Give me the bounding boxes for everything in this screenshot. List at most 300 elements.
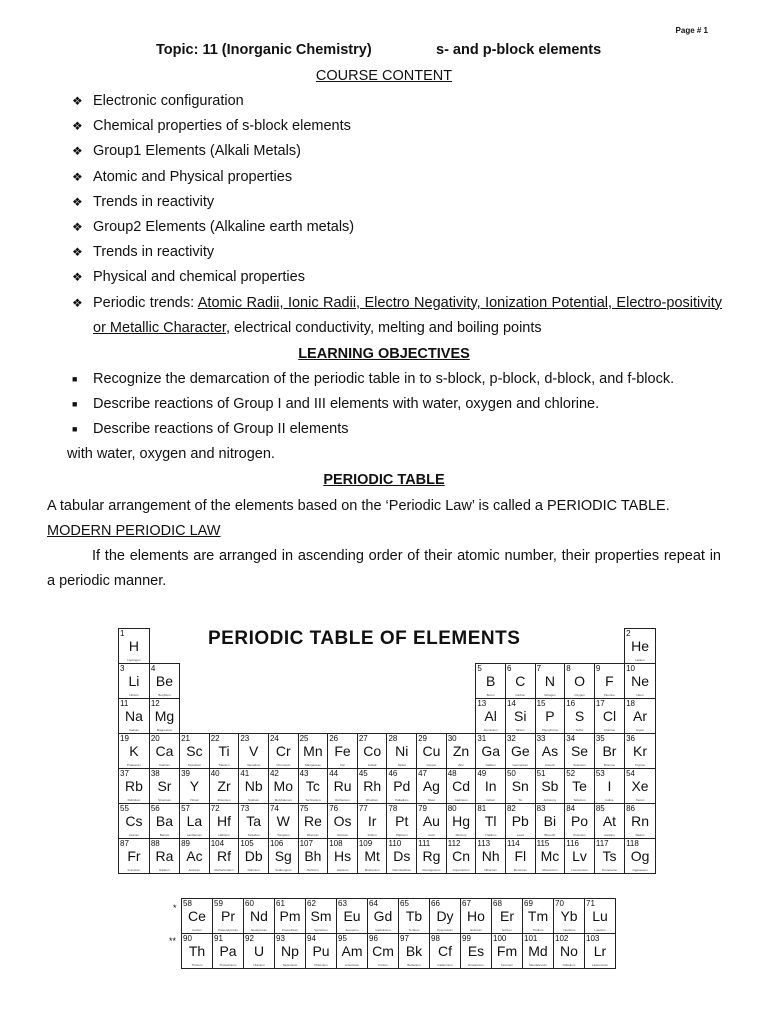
element-symbol: I (607, 778, 612, 794)
element-cell-ge (505, 734, 535, 769)
element-name: Thallium (484, 833, 497, 837)
element-symbol: Mt (364, 848, 380, 864)
empty-cell (239, 699, 269, 734)
element-cell-tc (298, 769, 328, 804)
atomic-number: 9 (595, 664, 601, 673)
list-item: ■ Describe reactions of Group I and III elements with water, oxygen and chlorine. (72, 392, 722, 417)
element-name: Magnesium (156, 728, 173, 732)
atomic-number: 79 (418, 804, 427, 813)
atomic-number: 19 (120, 734, 129, 743)
element-symbol: Sn (511, 778, 529, 794)
element-symbol: Sm (310, 908, 332, 924)
list-item: ❖ Trends in reactivity (72, 240, 722, 265)
element-name: Einsteinium (468, 963, 484, 967)
element-symbol: Cm (372, 943, 394, 959)
element-symbol: He (631, 638, 649, 654)
element-cell-fe (328, 734, 358, 769)
list-item: ❖ Chemical properties of s-block elements (72, 114, 722, 139)
element-name: Palladium (395, 798, 409, 802)
element-symbol: Pd (393, 778, 411, 794)
element-symbol: Be (155, 673, 174, 689)
atomic-number: 89 (181, 839, 190, 848)
element-name: Ruthenium (335, 798, 350, 802)
diamond-bullet-icon: ❖ (72, 219, 83, 234)
atomic-number: 7 (536, 664, 542, 673)
element-name: Bromine (603, 763, 616, 767)
element-name: Cesium (128, 833, 140, 837)
element-symbol: Er (500, 908, 514, 924)
element-symbol: Lu (592, 908, 608, 924)
element-name: Nihonium (484, 868, 497, 872)
atomic-number: 35 (595, 734, 605, 743)
element-name: Scandium (187, 763, 202, 767)
element-cell-cs (119, 804, 150, 839)
element-name: Mercury (455, 833, 467, 837)
element-name: Osmium (336, 833, 349, 837)
atomic-number: 30 (447, 734, 457, 743)
element-name: Silicon (515, 728, 525, 732)
atomic-number: 109 (358, 839, 373, 848)
element-name: Copper (426, 763, 437, 767)
element-name: Thulium (532, 928, 544, 932)
element-name: Gadolinium (375, 928, 391, 932)
element-symbol: Th (188, 943, 206, 959)
element-name: Nitrogen (544, 693, 556, 697)
element-cell-o (565, 664, 595, 699)
atomic-number: 10 (626, 664, 635, 673)
element-symbol: Te (572, 778, 587, 794)
element-symbol: Bk (405, 943, 423, 959)
list-item: ■ Recognize the demarcation of the periodic table in to s-block, p-block, d-block, and f-block. (72, 367, 722, 392)
element-name: Vanadium (247, 763, 261, 767)
element-cell-k (119, 734, 150, 769)
atomic-number: 28 (388, 734, 398, 743)
element-symbol: Cf (438, 943, 452, 959)
element-name: Curium (378, 963, 388, 967)
element-cell-h (119, 629, 150, 664)
element-symbol: U (253, 943, 265, 959)
element-name: Zirconium (217, 798, 231, 802)
atomic-number: 4 (150, 664, 156, 673)
atomic-number: 22 (210, 734, 220, 743)
element-cell-sn (505, 769, 535, 804)
element-symbol: K (129, 743, 139, 759)
element-cell-os (328, 804, 358, 839)
element-cell-yb (554, 899, 585, 934)
element-symbol: V (248, 743, 259, 759)
element-cell-pd (387, 769, 417, 804)
element-cell-nd (244, 899, 275, 934)
periodic-table-title: PERIODIC TABLE OF ELEMENTS (208, 628, 521, 649)
element-cell-sr (149, 769, 179, 804)
element-name: Beryllium (158, 693, 171, 697)
element-name: Lead (516, 833, 524, 837)
atomic-number: 82 (506, 804, 516, 813)
element-symbol: Sg (274, 848, 292, 864)
element-name: Helium (635, 658, 645, 662)
element-cell-es (461, 934, 492, 969)
element-symbol: Tc (305, 778, 320, 794)
element-name: Tellurium (573, 798, 586, 802)
atomic-number: 103 (586, 934, 600, 943)
element-name: Nobelium (562, 963, 576, 967)
element-cell-am (337, 934, 368, 969)
element-cell-nb (239, 769, 269, 804)
atomic-number: 98 (431, 934, 440, 943)
diamond-bullet-icon: ❖ (72, 169, 83, 184)
element-cell-cd (446, 769, 476, 804)
empty-cell (357, 664, 387, 699)
topic-title: Topic: 11 (Inorganic Chemistry) (156, 42, 372, 58)
element-cell-sb (535, 769, 565, 804)
element-symbol: Es (467, 943, 485, 959)
element-cell-c (505, 664, 535, 699)
periodic-table-definition: A tabular arrangement of the elements based on the ‘Periodic Law’ is called a PERIODIC TABLE. (47, 498, 670, 514)
empty-cell (268, 699, 298, 734)
element-name: Phosphorus (541, 728, 558, 732)
learning-objectives-list (72, 367, 722, 443)
atomic-number: 53 (595, 769, 605, 778)
element-name: Neon (636, 693, 644, 697)
element-symbol: Zn (452, 743, 470, 759)
element-cell-rn (625, 804, 656, 839)
element-name: Lanthanum (186, 833, 202, 837)
empty-cell (298, 699, 328, 734)
element-cell-ga (476, 734, 506, 769)
element-symbol: Po (570, 813, 589, 829)
list-item: ❖ Group1 Elements (Alkali Metals) (72, 139, 722, 164)
element-name: Francium (127, 868, 141, 872)
atomic-number: 6 (506, 664, 512, 673)
element-name: Titanium (218, 763, 230, 767)
atomic-number: 48 (447, 769, 457, 778)
square-bullet-icon: ■ (72, 424, 78, 435)
atomic-number: 25 (299, 734, 309, 743)
element-symbol: S (574, 708, 585, 724)
atomic-number: 106 (269, 839, 284, 848)
element-symbol: Hs (333, 848, 352, 864)
element-symbol: Dy (436, 908, 454, 924)
element-cell-hs (328, 839, 358, 874)
element-cell-bi (535, 804, 565, 839)
learning-objectives-heading: LEARNING OBJECTIVES (298, 346, 470, 362)
element-symbol: Gd (373, 908, 393, 924)
element-symbol: Mg (154, 708, 175, 724)
atomic-number: 88 (150, 839, 160, 848)
table-row (119, 839, 656, 874)
element-cell-ni (387, 734, 417, 769)
element-name: Cadmium (454, 798, 468, 802)
element-symbol: Ti (218, 743, 230, 759)
atomic-number: 86 (626, 804, 635, 813)
element-symbol: Ga (481, 743, 500, 759)
atomic-number: 11 (120, 699, 129, 708)
element-cell-pt (387, 804, 417, 839)
element-name: Aluminium (483, 728, 498, 732)
atomic-number: 69 (524, 899, 533, 908)
element-name: Gallium (485, 763, 496, 767)
element-name: Boron (486, 693, 495, 697)
element-cell-mo (268, 769, 298, 804)
element-cell-ba (149, 804, 179, 839)
element-symbol: Rf (217, 848, 232, 864)
element-symbol: Rh (363, 778, 382, 794)
atomic-number: 104 (210, 839, 225, 848)
element-symbol: Ac (186, 848, 203, 864)
list-item: ❖ Physical and chemical properties (72, 265, 722, 290)
element-cell-gd (368, 899, 399, 934)
element-symbol: C (515, 673, 526, 689)
element-name: Sodium (128, 728, 140, 732)
element-symbol: As (541, 743, 559, 759)
empty-cell (387, 664, 417, 699)
actinide-marker: ** (169, 936, 177, 946)
atomic-number: 97 (400, 934, 409, 943)
element-symbol: Ar (633, 708, 648, 724)
element-cell-zn (446, 734, 476, 769)
element-cell-dy (430, 899, 461, 934)
atomic-number: 110 (388, 839, 402, 848)
element-symbol: Cu (422, 743, 441, 759)
element-cell-rg (417, 839, 447, 874)
element-cell-co (357, 734, 387, 769)
element-symbol: Si (514, 708, 527, 724)
element-cell-lr (585, 934, 616, 969)
element-name: Erbium (502, 928, 512, 932)
element-cell-db (239, 839, 269, 874)
atomic-number: 31 (477, 734, 487, 743)
element-symbol: H (128, 638, 139, 654)
element-symbol: Ra (155, 848, 174, 864)
element-symbol: Ba (155, 813, 174, 829)
table-row (119, 664, 656, 699)
table-row (182, 899, 616, 934)
element-cell-ru (328, 769, 358, 804)
element-symbol: Cr (275, 743, 291, 759)
periodic-table-heading: PERIODIC TABLE (323, 472, 445, 488)
element-symbol: Pu (312, 943, 330, 959)
table-row (119, 804, 656, 839)
element-symbol: Ho (467, 908, 485, 924)
element-symbol: Kr (633, 743, 648, 759)
element-symbol: Fr (127, 848, 141, 864)
element-name: Thorium (191, 963, 203, 967)
element-symbol: Li (128, 673, 140, 689)
element-name: Selenium (573, 763, 586, 767)
atomic-number: 59 (214, 899, 223, 908)
element-symbol: La (186, 813, 203, 829)
element-symbol: Na (124, 708, 143, 724)
element-cell-la (180, 804, 210, 839)
element-cell-ac (180, 839, 210, 874)
element-name: Polonium (573, 833, 586, 837)
atomic-number: 18 (626, 699, 635, 708)
element-cell-sc (180, 734, 210, 769)
element-symbol: Db (244, 848, 263, 864)
element-symbol: Au (422, 813, 440, 829)
atomic-number: 77 (358, 804, 368, 813)
element-cell-fr (119, 839, 150, 874)
atomic-number: 100 (493, 934, 507, 943)
element-symbol: Og (630, 848, 650, 864)
element-name: Oxygen (574, 693, 585, 697)
element-symbol: Ts (602, 848, 617, 864)
element-name: Tantalum (247, 833, 260, 837)
element-name: Meitnerium (364, 868, 380, 872)
element-name: Oganesson (632, 868, 648, 872)
element-symbol: Se (570, 743, 589, 759)
atomic-number: 40 (210, 769, 220, 778)
atomic-number: 65 (400, 899, 409, 908)
atomic-number: 49 (477, 769, 487, 778)
element-name: Lithium (129, 693, 139, 697)
element-name: Potassium (126, 763, 141, 767)
element-cell-cu (417, 734, 447, 769)
element-name: Iodine (605, 798, 614, 802)
element-symbol: Ne (631, 673, 649, 689)
list-item: ❖ Atomic and Physical properties (72, 165, 722, 190)
element-cell-si (505, 699, 535, 734)
atomic-number: 93 (276, 934, 285, 943)
element-name: Roentgenium (422, 868, 441, 872)
element-symbol: Pr (221, 908, 235, 924)
element-cell-cl (594, 699, 624, 734)
element-name: Silver (427, 798, 436, 802)
atomic-number: 78 (388, 804, 398, 813)
element-cell-al (476, 699, 506, 734)
element-symbol: O (574, 673, 585, 689)
atomic-number: 94 (307, 934, 316, 943)
element-symbol: Br (602, 743, 617, 759)
element-symbol: No (560, 943, 578, 959)
atomic-number: 70 (555, 899, 564, 908)
atomic-number: 111 (418, 839, 431, 848)
atomic-number: 66 (431, 899, 440, 908)
element-cell-bk (399, 934, 430, 969)
atomic-number: 1 (120, 629, 125, 638)
element-name: Actinium (188, 868, 201, 872)
element-symbol: Ge (510, 743, 530, 759)
element-cell-bh (298, 839, 328, 874)
element-name: Indium (486, 798, 496, 802)
element-cell-xe (625, 769, 656, 804)
element-name: Radon (635, 833, 645, 837)
element-symbol: Cs (125, 813, 143, 829)
objective-continuation: with water, oxygen and nitrogen. (67, 446, 275, 462)
element-cell-sg (268, 839, 298, 874)
atomic-number: 55 (120, 804, 129, 813)
element-name: Holmium (470, 928, 482, 932)
atomic-number: 12 (150, 699, 160, 708)
periodic-table-main (118, 628, 656, 874)
element-symbol: Ca (155, 743, 174, 759)
atomic-number: 91 (214, 934, 223, 943)
atomic-number: 63 (338, 899, 347, 908)
atomic-number: 41 (240, 769, 250, 778)
atomic-number: 21 (181, 734, 190, 743)
empty-cell (209, 664, 239, 699)
element-symbol: Pa (219, 943, 237, 959)
element-symbol: Bh (304, 848, 322, 864)
element-name: Chromium (276, 763, 291, 767)
element-cell-he (625, 629, 656, 664)
element-symbol: Fe (334, 743, 351, 759)
atomic-number: 72 (210, 804, 220, 813)
element-cell-tl (476, 804, 506, 839)
element-symbol: Pt (395, 813, 409, 829)
atomic-number: 116 (566, 839, 579, 848)
element-cell-te (565, 769, 595, 804)
table-row (119, 699, 656, 734)
element-cell-li (119, 664, 150, 699)
element-symbol: Cl (602, 708, 617, 724)
element-name: Zinc (458, 763, 464, 767)
element-cell-kr (625, 734, 656, 769)
atomic-number: 8 (566, 664, 571, 673)
atomic-number: 107 (299, 839, 313, 848)
element-cell-er (492, 899, 523, 934)
element-name: Carbon (515, 693, 526, 697)
element-symbol: Tl (484, 813, 497, 829)
diamond-bullet-icon: ❖ (72, 94, 83, 108)
element-symbol: Hg (452, 813, 470, 829)
element-symbol: Lv (572, 848, 587, 864)
element-name: Copernicium (452, 868, 470, 872)
element-name: Gold (428, 833, 435, 837)
atomic-number: 54 (626, 769, 635, 778)
element-name: Arsenic (544, 763, 555, 767)
element-cell-mt (357, 839, 387, 874)
topic-subtitle: s- and p-block elements (436, 42, 602, 58)
diamond-bullet-icon: ❖ (72, 144, 83, 159)
periodic-trends-item: ❖ Periodic trends: Atomic Radii, Ionic Radii, Electro Negativity, Ionization Potential, Electro-positivity or Metallic Character, electrical conductivity, melting and boiling points (72, 291, 722, 341)
atomic-number: 108 (329, 839, 343, 848)
course-content-heading: COURSE CONTENT (315, 68, 453, 84)
list-item: ❖ Trends in reactivity (72, 190, 722, 215)
table-row (119, 734, 656, 769)
element-name: Dysprosium (437, 928, 453, 932)
element-cell-n (535, 664, 565, 699)
page-number: Page # 1 (675, 26, 708, 35)
atomic-number: 47 (418, 769, 427, 778)
atomic-number: 92 (245, 934, 254, 943)
diamond-bullet-icon: ❖ (72, 194, 83, 209)
element-name: Rhenium (306, 833, 319, 837)
element-cell-b (476, 664, 506, 699)
atomic-number: 17 (595, 699, 605, 708)
element-cell-v (239, 734, 269, 769)
element-name: Germanium (512, 763, 529, 767)
element-name: Lutetium (594, 928, 606, 932)
atomic-number: 50 (506, 769, 516, 778)
atomic-number: 61 (276, 899, 285, 908)
element-cell-hf (209, 804, 239, 839)
empty-cell (298, 664, 328, 699)
element-cell-f (594, 664, 624, 699)
element-name: Iridium (367, 833, 377, 837)
element-symbol: Nd (250, 908, 268, 924)
atomic-number: 3 (120, 664, 125, 673)
atomic-number: 112 (447, 839, 461, 848)
table-row (119, 769, 656, 804)
element-name: Bismuth (544, 833, 556, 837)
element-symbol: Rb (124, 778, 143, 794)
element-cell-i (594, 769, 624, 804)
element-name: Mendelevium (529, 963, 547, 967)
element-cell-ra (149, 839, 179, 874)
element-cell-pm (275, 899, 306, 934)
element-cell-np (275, 934, 306, 969)
